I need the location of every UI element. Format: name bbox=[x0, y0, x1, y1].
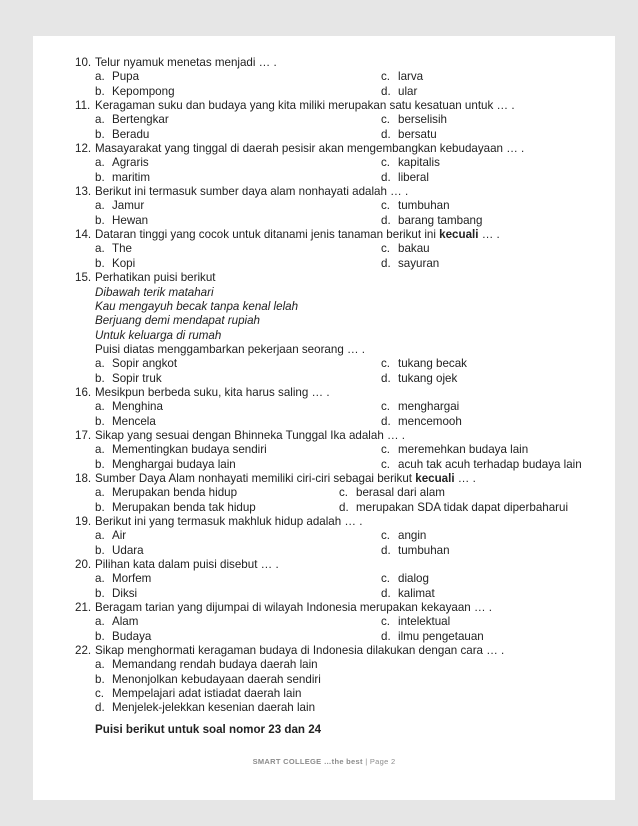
option-letter: b. bbox=[95, 629, 105, 643]
option-row bbox=[75, 630, 605, 644]
answer-option bbox=[75, 658, 605, 672]
answer-option bbox=[381, 70, 423, 84]
option-text: Hewan bbox=[112, 213, 149, 227]
option-letter: b. bbox=[95, 586, 105, 600]
option-letter: d. bbox=[381, 127, 391, 141]
answer-option bbox=[95, 128, 381, 142]
option-letter: a. bbox=[95, 70, 105, 84]
option-letter: a. bbox=[95, 658, 105, 672]
option-letter: d. bbox=[381, 629, 391, 643]
question-text-part: Sikap menghormati keragaman budaya di Indonesia dilakukan dengan cara … . bbox=[95, 644, 505, 658]
answer-option bbox=[75, 687, 605, 701]
option-text: liberal bbox=[398, 170, 429, 184]
option-text: Merupakan benda hidup bbox=[112, 486, 238, 500]
option-letter: a. bbox=[95, 400, 105, 414]
question-text bbox=[95, 56, 605, 70]
question-text-part: Masayarakat yang tinggal di daerah pesisir akan mengembangkan kebudayaan … . bbox=[95, 142, 525, 156]
question-item bbox=[75, 644, 605, 716]
question-stem bbox=[75, 558, 605, 572]
option-text: tukang ojek bbox=[398, 371, 458, 385]
question-stem bbox=[75, 472, 605, 486]
option-row bbox=[75, 257, 605, 271]
option-letter: a. bbox=[95, 615, 105, 629]
question-number: 21. bbox=[75, 601, 92, 615]
question-stem bbox=[75, 56, 605, 70]
section-heading: Puisi berikut untuk soal nomor 23 dan 24 bbox=[95, 722, 322, 736]
question-text-part: Berikut ini yang termasuk makhluk hidup adalah … . bbox=[95, 515, 363, 528]
option-text: bakau bbox=[398, 242, 430, 256]
option-letter: a. bbox=[95, 113, 105, 127]
question-number: 15. bbox=[75, 271, 92, 285]
option-letter: a. bbox=[95, 199, 105, 213]
answer-option bbox=[95, 458, 381, 472]
answer-option bbox=[381, 458, 582, 472]
footer-separator: | bbox=[362, 757, 370, 766]
question-text bbox=[95, 472, 605, 486]
question-number: 11. bbox=[75, 99, 91, 113]
answer-option bbox=[95, 501, 339, 515]
question-number: 20. bbox=[75, 558, 92, 572]
answer-option bbox=[381, 587, 435, 601]
answer-option bbox=[95, 113, 381, 127]
question-text bbox=[95, 515, 605, 529]
option-text: Budaya bbox=[112, 629, 152, 643]
option-letter: a. bbox=[95, 357, 105, 371]
question-list bbox=[75, 56, 605, 737]
option-row bbox=[75, 199, 605, 213]
option-row bbox=[75, 529, 605, 543]
option-letter: b. bbox=[95, 672, 105, 686]
answer-option bbox=[381, 171, 429, 185]
answer-option bbox=[95, 214, 381, 228]
option-letter: b. bbox=[95, 543, 105, 557]
option-letter: c. bbox=[381, 529, 391, 543]
emphasis-kecuali: kecuali bbox=[415, 471, 455, 485]
option-text: berasal dari alam bbox=[356, 486, 445, 500]
option-text: Alam bbox=[112, 615, 139, 629]
option-text: Sopir angkot bbox=[112, 357, 178, 371]
option-letter: b. bbox=[95, 500, 105, 514]
question-item bbox=[75, 228, 605, 271]
answer-option bbox=[95, 199, 381, 213]
option-text: ilmu pengetauan bbox=[398, 629, 484, 643]
option-letter: a. bbox=[95, 443, 105, 457]
question-text-part: Mesikpun berbeda suku, kita harus saling … . bbox=[95, 385, 330, 399]
answer-option bbox=[95, 257, 381, 271]
question-text bbox=[95, 99, 605, 113]
question-item bbox=[75, 515, 605, 558]
option-text: Jamur bbox=[112, 199, 145, 213]
answer-option bbox=[95, 372, 381, 386]
answer-option bbox=[381, 615, 450, 629]
option-text: merupakan SDA tidak dapat diperbaharui bbox=[356, 500, 569, 514]
question-stem bbox=[75, 515, 605, 529]
option-letter: c. bbox=[381, 400, 391, 414]
option-text: Menonjolkan kebudayaan daerah sendiri bbox=[112, 672, 321, 686]
question-text-part: … . bbox=[478, 228, 500, 242]
option-text: ular bbox=[398, 84, 418, 98]
question-item bbox=[75, 558, 605, 601]
option-text: berselisih bbox=[398, 113, 447, 127]
answer-option bbox=[381, 156, 440, 170]
option-letter: b. bbox=[95, 414, 105, 428]
option-letter: d. bbox=[381, 213, 391, 227]
option-text: tumbuhan bbox=[398, 543, 450, 557]
question-stem bbox=[75, 644, 605, 658]
option-text: bersatu bbox=[398, 127, 437, 141]
question-number: 19. bbox=[75, 515, 92, 528]
option-row bbox=[75, 615, 605, 629]
answer-option bbox=[381, 214, 482, 228]
question-text bbox=[95, 142, 605, 156]
question-stem bbox=[75, 429, 605, 443]
answer-option bbox=[95, 587, 381, 601]
option-letter: d. bbox=[339, 500, 349, 514]
option-letter: a. bbox=[95, 529, 105, 543]
answer-option bbox=[95, 572, 381, 586]
option-letter: d. bbox=[381, 170, 391, 184]
footer-page-number: Page 2 bbox=[369, 757, 396, 766]
poem-line: Dibawah terik matahari bbox=[95, 285, 214, 299]
answer-option bbox=[381, 113, 447, 127]
answer-option bbox=[95, 70, 381, 84]
question-number: 18. bbox=[75, 471, 92, 485]
option-row bbox=[75, 128, 605, 142]
option-letter: d. bbox=[381, 586, 391, 600]
answer-option bbox=[381, 400, 459, 414]
option-text: kalimat bbox=[398, 586, 435, 600]
answer-option bbox=[95, 615, 381, 629]
option-letter: b. bbox=[95, 371, 105, 385]
option-row bbox=[75, 458, 605, 472]
option-row bbox=[75, 501, 605, 515]
option-text: dialog bbox=[398, 572, 429, 586]
option-text: Menghina bbox=[112, 400, 163, 414]
poem-line: Kau mengayuh becak tanpa kenal lelah bbox=[95, 299, 299, 313]
question-item bbox=[75, 142, 605, 185]
answer-option bbox=[381, 544, 450, 558]
question-number: 14. bbox=[75, 228, 92, 242]
emphasis-kecuali: kecuali bbox=[439, 228, 479, 242]
question-text-part: Perhatikan puisi berikut bbox=[95, 271, 216, 285]
question-text bbox=[95, 386, 605, 400]
question-text-part: Pilihan kata dalam puisi disebut … . bbox=[95, 558, 279, 572]
option-text: Mempelajari adat istiadat daerah lain bbox=[112, 687, 302, 701]
answer-option bbox=[95, 415, 381, 429]
answer-option bbox=[95, 544, 381, 558]
question-text bbox=[95, 644, 605, 658]
option-letter: c. bbox=[381, 443, 391, 457]
question-text bbox=[95, 271, 605, 285]
question-text-part: Berikut ini termasuk sumber daya alam nonhayati adalah … . bbox=[95, 185, 409, 199]
option-text: Sopir truk bbox=[112, 371, 162, 385]
option-row bbox=[75, 572, 605, 586]
option-text: Merupakan benda tak hidup bbox=[112, 500, 256, 514]
option-text: Kepompong bbox=[112, 84, 175, 98]
question-item bbox=[75, 429, 605, 472]
poem-line: Untuk keluarga di rumah bbox=[95, 328, 222, 342]
option-row bbox=[75, 400, 605, 414]
question-number: 10. bbox=[75, 56, 92, 69]
option-letter: b. bbox=[95, 256, 105, 270]
option-letter: c. bbox=[381, 70, 391, 84]
option-row bbox=[75, 486, 605, 500]
question-text-part: Telur nyamuk menetas menjadi … . bbox=[95, 56, 277, 69]
option-text: Mementingkan budaya sendiri bbox=[112, 443, 267, 457]
question-text-part: Dataran tinggi yang cocok untuk ditanami jenis tanaman berikut ini bbox=[95, 228, 440, 242]
option-row bbox=[75, 242, 605, 256]
option-text: Menjelek-jelekkan kesenian daerah lain bbox=[112, 701, 316, 715]
question-item bbox=[75, 601, 605, 644]
question-text-part: Sikap yang sesuai dengan Bhinneka Tunggal Ika adalah … . bbox=[95, 428, 406, 442]
option-letter: d. bbox=[381, 84, 391, 98]
option-text: Memandang rendah budaya daerah lain bbox=[112, 658, 318, 672]
answer-option bbox=[95, 486, 339, 500]
option-row bbox=[75, 443, 605, 457]
question-text-part: Keragaman suku dan budaya yang kita miliki merupakan satu kesatuan untuk … . bbox=[95, 99, 515, 113]
question-text-part: … . bbox=[454, 471, 476, 485]
option-letter: c. bbox=[381, 572, 391, 586]
question-number: 16. bbox=[75, 385, 92, 399]
answer-option bbox=[95, 357, 381, 371]
answer-option bbox=[381, 242, 430, 256]
question-stem bbox=[75, 142, 605, 156]
option-letter: c. bbox=[381, 457, 391, 471]
option-row bbox=[75, 372, 605, 386]
answer-option bbox=[95, 529, 381, 543]
answer-option bbox=[381, 630, 484, 644]
footer-brand: SMART COLLEGE …the best bbox=[252, 757, 363, 766]
answer-option bbox=[95, 156, 381, 170]
option-text: Air bbox=[112, 529, 127, 543]
answer-option bbox=[381, 572, 429, 586]
question-item bbox=[75, 99, 605, 142]
option-text: Menghargai budaya lain bbox=[112, 457, 236, 471]
option-text: tumbuhan bbox=[398, 199, 450, 213]
option-text: Diksi bbox=[112, 586, 138, 600]
option-letter: b. bbox=[95, 127, 105, 141]
option-letter: c. bbox=[95, 687, 105, 701]
question-stem bbox=[75, 386, 605, 400]
option-row bbox=[75, 113, 605, 127]
answer-option bbox=[95, 85, 381, 99]
option-text: Morfem bbox=[112, 572, 152, 586]
option-letter: b. bbox=[95, 213, 105, 227]
option-letter: a. bbox=[95, 242, 105, 256]
question-item bbox=[75, 271, 605, 386]
answer-option bbox=[381, 128, 437, 142]
option-row bbox=[75, 357, 605, 371]
option-text: intelektual bbox=[398, 615, 451, 629]
option-row bbox=[75, 544, 605, 558]
answer-option bbox=[381, 415, 462, 429]
question-text-part: Sumber Daya Alam nonhayati memiliki ciri-ciri sebagai berikut bbox=[95, 471, 416, 485]
option-letter: a. bbox=[95, 572, 105, 586]
answer-option bbox=[381, 529, 426, 543]
option-letter: c. bbox=[381, 615, 391, 629]
question-item bbox=[75, 386, 605, 429]
option-letter: c. bbox=[381, 113, 391, 127]
option-text: Pupa bbox=[112, 70, 140, 84]
option-text: meremehkan budaya lain bbox=[398, 443, 529, 457]
option-text: The bbox=[112, 242, 132, 256]
question-item bbox=[75, 185, 605, 228]
option-letter: c. bbox=[339, 486, 349, 500]
option-text: Beradu bbox=[112, 127, 150, 141]
option-letter: b. bbox=[95, 457, 105, 471]
answer-option bbox=[381, 443, 528, 457]
question-text bbox=[95, 228, 605, 242]
option-letter: c. bbox=[381, 357, 391, 371]
answer-option bbox=[95, 630, 381, 644]
answer-option bbox=[381, 372, 457, 386]
option-text: tukang becak bbox=[398, 357, 467, 371]
question-text bbox=[95, 558, 605, 572]
option-row bbox=[75, 171, 605, 185]
answer-option bbox=[95, 400, 381, 414]
option-letter: b. bbox=[95, 84, 105, 98]
option-letter: d. bbox=[381, 543, 391, 557]
question-text bbox=[95, 185, 605, 199]
answer-option bbox=[75, 701, 605, 715]
question-stem bbox=[75, 99, 605, 113]
option-text: Bertengkar bbox=[112, 113, 169, 127]
question-number: 17. bbox=[75, 428, 92, 442]
option-letter: c. bbox=[381, 199, 391, 213]
answer-option bbox=[339, 501, 568, 515]
document-page bbox=[33, 36, 615, 800]
answer-option bbox=[95, 171, 381, 185]
question-stem bbox=[75, 601, 605, 615]
question-number: 12. bbox=[75, 142, 92, 156]
answer-option bbox=[95, 443, 381, 457]
option-letter: c. bbox=[381, 156, 391, 170]
option-text: Mencela bbox=[112, 414, 156, 428]
question-number: 13. bbox=[75, 185, 92, 199]
option-text: mencemooh bbox=[398, 414, 462, 428]
option-row bbox=[75, 85, 605, 99]
question-stem bbox=[75, 185, 605, 199]
question-item bbox=[75, 56, 605, 99]
option-text: barang tambang bbox=[398, 213, 483, 227]
answer-option bbox=[381, 357, 467, 371]
option-text: acuh tak acuh terhadap budaya lain bbox=[398, 457, 582, 471]
option-letter: a. bbox=[95, 156, 105, 170]
answer-option bbox=[381, 85, 417, 99]
option-letter: d. bbox=[381, 256, 391, 270]
option-text: kapitalis bbox=[398, 156, 440, 170]
option-letter: d. bbox=[381, 414, 391, 428]
poem-line: Berjuang demi mendapat rupiah bbox=[95, 314, 260, 328]
option-text: sayuran bbox=[398, 256, 440, 270]
option-text: maritim bbox=[112, 170, 150, 184]
answer-option bbox=[381, 257, 439, 271]
option-letter: b. bbox=[95, 170, 105, 184]
question-item bbox=[75, 472, 605, 515]
question-text-part: Beragam tarian yang dijumpai di wilayah Indonesia merupakan kekayaan … . bbox=[95, 601, 492, 615]
option-text: Udara bbox=[112, 543, 144, 557]
option-row bbox=[75, 214, 605, 228]
option-row bbox=[75, 415, 605, 429]
question-text bbox=[95, 601, 605, 615]
answer-option bbox=[75, 673, 605, 687]
option-text: larva bbox=[398, 70, 424, 84]
question-followup: Puisi diatas menggambarkan pekerjaan seorang … . bbox=[95, 342, 366, 356]
answer-option bbox=[339, 486, 445, 500]
question-stem bbox=[75, 228, 605, 242]
answer-option bbox=[381, 199, 450, 213]
option-text: angin bbox=[398, 529, 427, 543]
page-footer bbox=[33, 757, 615, 766]
option-row bbox=[75, 70, 605, 84]
option-text: Kopi bbox=[112, 256, 136, 270]
option-row bbox=[75, 156, 605, 170]
question-text bbox=[95, 429, 605, 443]
question-stem bbox=[75, 271, 605, 285]
option-text: menghargai bbox=[398, 400, 460, 414]
option-letter: d. bbox=[95, 701, 105, 715]
option-letter: a. bbox=[95, 486, 105, 500]
option-text: Agraris bbox=[112, 156, 149, 170]
option-letter: c. bbox=[381, 242, 391, 256]
question-number: 22. bbox=[75, 644, 92, 658]
option-row bbox=[75, 587, 605, 601]
option-letter: d. bbox=[381, 371, 391, 385]
answer-option bbox=[95, 242, 381, 256]
